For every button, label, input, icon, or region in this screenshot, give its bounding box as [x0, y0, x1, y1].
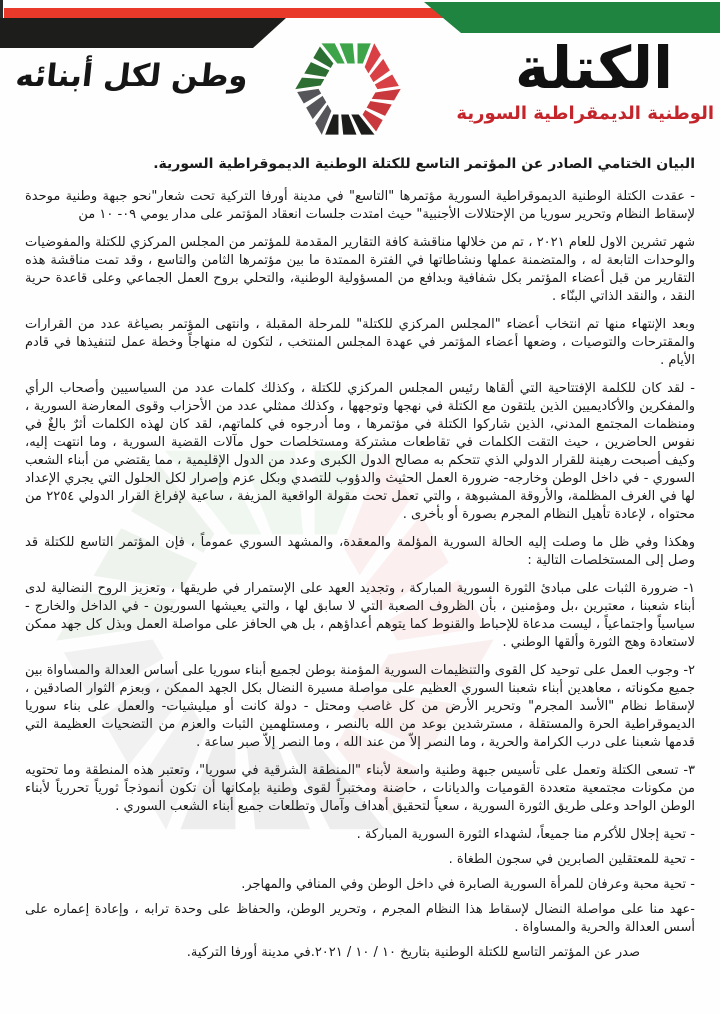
letterhead-banner — [0, 0, 720, 152]
paragraph-5: وهكذا وفي ظل ما وصلت إليه الحالة السورية المؤلمة والمعقدة، والمشهد السوري عموماً ، فإن المؤتمر التاسع للكتلة قد وصل إلى المستخلصات التالية : — [25, 535, 695, 568]
paragraph-1: - عقدت الكتلة الوطنية الديموقراطية السورية مؤتمرها "التاسع" في مدينة أورفا التركية تحت شعار"نحو جبهة وطنية موحدة لإسقاط النظام وتحرير سوريا من الإحتلالات الأجنبية" حيث امتدت جلسات انعقاد المؤتمر على مدار يومي ٠٩- ١٠ من — [25, 189, 695, 222]
banner-green-band — [420, 2, 720, 33]
conclusion-item-2: ٢- وجوب العمل على توحيد كل القوى والتنظيمات السورية المؤمنة بوطن لجميع أبناء سوريا على أساس العدالة والمساواة بين جميع مكوناته ، معاهدين أبناء شعبنا السوري العظيم على مواصلة مسيرة النضال بكل الجهد الممكن ، وبعزم الثوار الصادقين ، لإسقاط نظام "الأسد المجرم" وتحرير الأرض من كل غاصب ومحتل - دولة كانت أو ميليشيات- والعمل على بناء سوريا الديموقراطية الحرة والمستقلة ، مسترشدين بوعد من الله بالنصر ، ومستلهمين الثبات والعزم من التضحيات العظيمة التي قدمها شعبنا على درب الكرامة والحرية ، وما النصر إلاّ من عند الله ، وما النصر إلاّ صبر ساعة . — [25, 663, 695, 750]
banner-red-stripe — [4, 8, 448, 18]
organization-title-block — [456, 34, 714, 124]
conclusion-item-3: ٣- تسعى الكتلة وتعمل على تأسيس جبهة وطنية واسعة لأبناء "المنطقة الشرقية في سوريا"، وتعتبر هذه المنطقة وما تحتويه من مكونات مجتمعية متعددة القوميات والديانات ، حاضنة ومختبراً لقوى وطنية بإمكانها أن تكون أنموذجاً ثورياً تحررياً لأبناء الوطن الواحد وعلى طريق الثورة السورية ، سعياً لتحقيق أهداف وآمال وتطلعات جميع أبناء الشعب السوري . — [25, 763, 695, 814]
slogan-calligraphy: وطن لكل أبنائه — [13, 58, 251, 94]
organization-name: الكتلة — [515, 34, 673, 102]
paragraph-4: - لقد كان للكلمة الإفتتاحية التي ألقاها رئيس المجلس المركزي للكتلة ، وكذلك كلمات عدد من السياسيين وأصحاب الرأي والمفكرين والأكاديميين الذين يلتقون مع الكتلة في نهجها وتوجهها ، وكذلك ممثلي عدد من الأحزاب وقوى المعارضة السورية ، ومنظمات المجتمع المدني، الذين شاركوا الكتلة في مؤتمرها ، وما أدرجوه في كلماتهم، لقد كان لهذه الكلمات أثرٌ بالغٌ في نفوس الحاضرين ، حيث التقت الكلمات في تقاطعات مشتركة ومستخلصات حول مآلات القضية السورية ، وما انتهت إليه، وكيف أصبحت رهينة للقرار الدولي الذي تتحكم به مصالح الدول الكبرى وعدد من الدول الإقليمية ، مما يقتضي من أبناء الشعب السوري - في داخل الوطن وخارجه- ضرورة العمل الحثيث والدؤوب للتصدي وبكل عزم وإصرار لكل الحلول التي يجري الإعداد لها في الغرف المظلمة، والأروقة المشبوهة ، والتي تعمل تحت مقولة الواقعية المزيفة ، ساعية لإفراغ القرار الدولي ٢٢٥٤ من محتواه ، لإعادة تأهيل النظام المجرم بصورة أو بأخرى . — [25, 381, 695, 522]
salute-detainees: - تحية للمعتقلين الصابرين في سجون الطغاة . — [448, 852, 695, 867]
statement-title: البيان الختامي الصادر عن المؤتمر التاسع للكتلة الوطنية الديموقراطية السورية. — [153, 156, 695, 172]
statement-body — [25, 156, 695, 962]
paragraph-3: وبعد الإنتهاء منها تم انتخاب أعضاء "المجلس المركزي للكتلة" للمرحلة المقبلة ، وانتهى المؤتمر بصياغة عدد من القرارات والمقترحات والتوصيات ، وضعها أعضاء المؤتمر في عهدة المجلس المنتخب ، لتكون له منهاجاً وخطة عمل لتنفيذها في قادم الأيام . — [25, 317, 695, 368]
bloc-hexagon-logo-icon — [295, 35, 401, 143]
pledge-paragraph: -عهد منا على مواصلة النضال لإسقاط هذا النظام المجرم ، وتحرير الوطن، والحفاظ على وحدة ترابه ، وإعادة إعماره على أسس العدالة والحرية والمساواة . — [25, 902, 695, 935]
salute-women: - تحية محبة وعرفان للمرأة السورية الصابرة في داخل الوطن وفي المنافي والمهاجر. — [241, 877, 695, 892]
conclusion-item-1: ١- ضرورة الثبات على مبادئ الثورة السورية المباركة ، وتجديد العهد على الإستمرار في طريقها ، وتعزيز الروح النضالية لدى أبناء شعبنا ، معتبرين ،بل ومؤمنين ، بأن الظروف الصعبة التي لا سابق لها ، والتي يعيشها السوريون - في الداخل والخارج - سياسياً واجتماعياً ، ليست مدعاة للإحباط والقنوط كما يتوهم أعداؤهم ، بل هي الحافز على مواصلة العمل وبذل كل جهد ممكن لاستعادة وهج الثورة وألقها الوطني . — [25, 581, 695, 650]
banner-black-band — [0, 18, 286, 48]
organization-subtitle: الوطنية الديمقراطية السورية — [456, 102, 714, 124]
salute-martyrs: - تحية إجلال للأكرم منا جميعاً، لشهداء الثورة السورية المباركة . — [356, 827, 695, 842]
issuance-line: صدر عن المؤتمر التاسع للكتلة الوطنية بتاريخ ١٠ / ١٠ / ٢٠٢١.في مدينة أورفا التركية. — [186, 945, 640, 960]
paragraph-2: شهر تشرين الاول للعام ٢٠٢١ ، تم من خلالها مناقشة كافة التقارير المقدمة للمؤتمر من المجلس المركزي للكتلة والمفوضيات والوحدات التابعة له ، والمتضمنة عملها ونشاطاتها في الفترة الممتدة ما بين مؤتمرها الثامن والتاسع ، وقد تمت مناقشة هذه التقارير من قبل أعضاء المؤتمر بكل شفافية وبدافع من المسؤولية الوطنية، والتحلي بروح العمل الجماعي وعلى قاعدة حرية النقد ، والنقد الذاتي البنّاء . — [25, 235, 695, 304]
